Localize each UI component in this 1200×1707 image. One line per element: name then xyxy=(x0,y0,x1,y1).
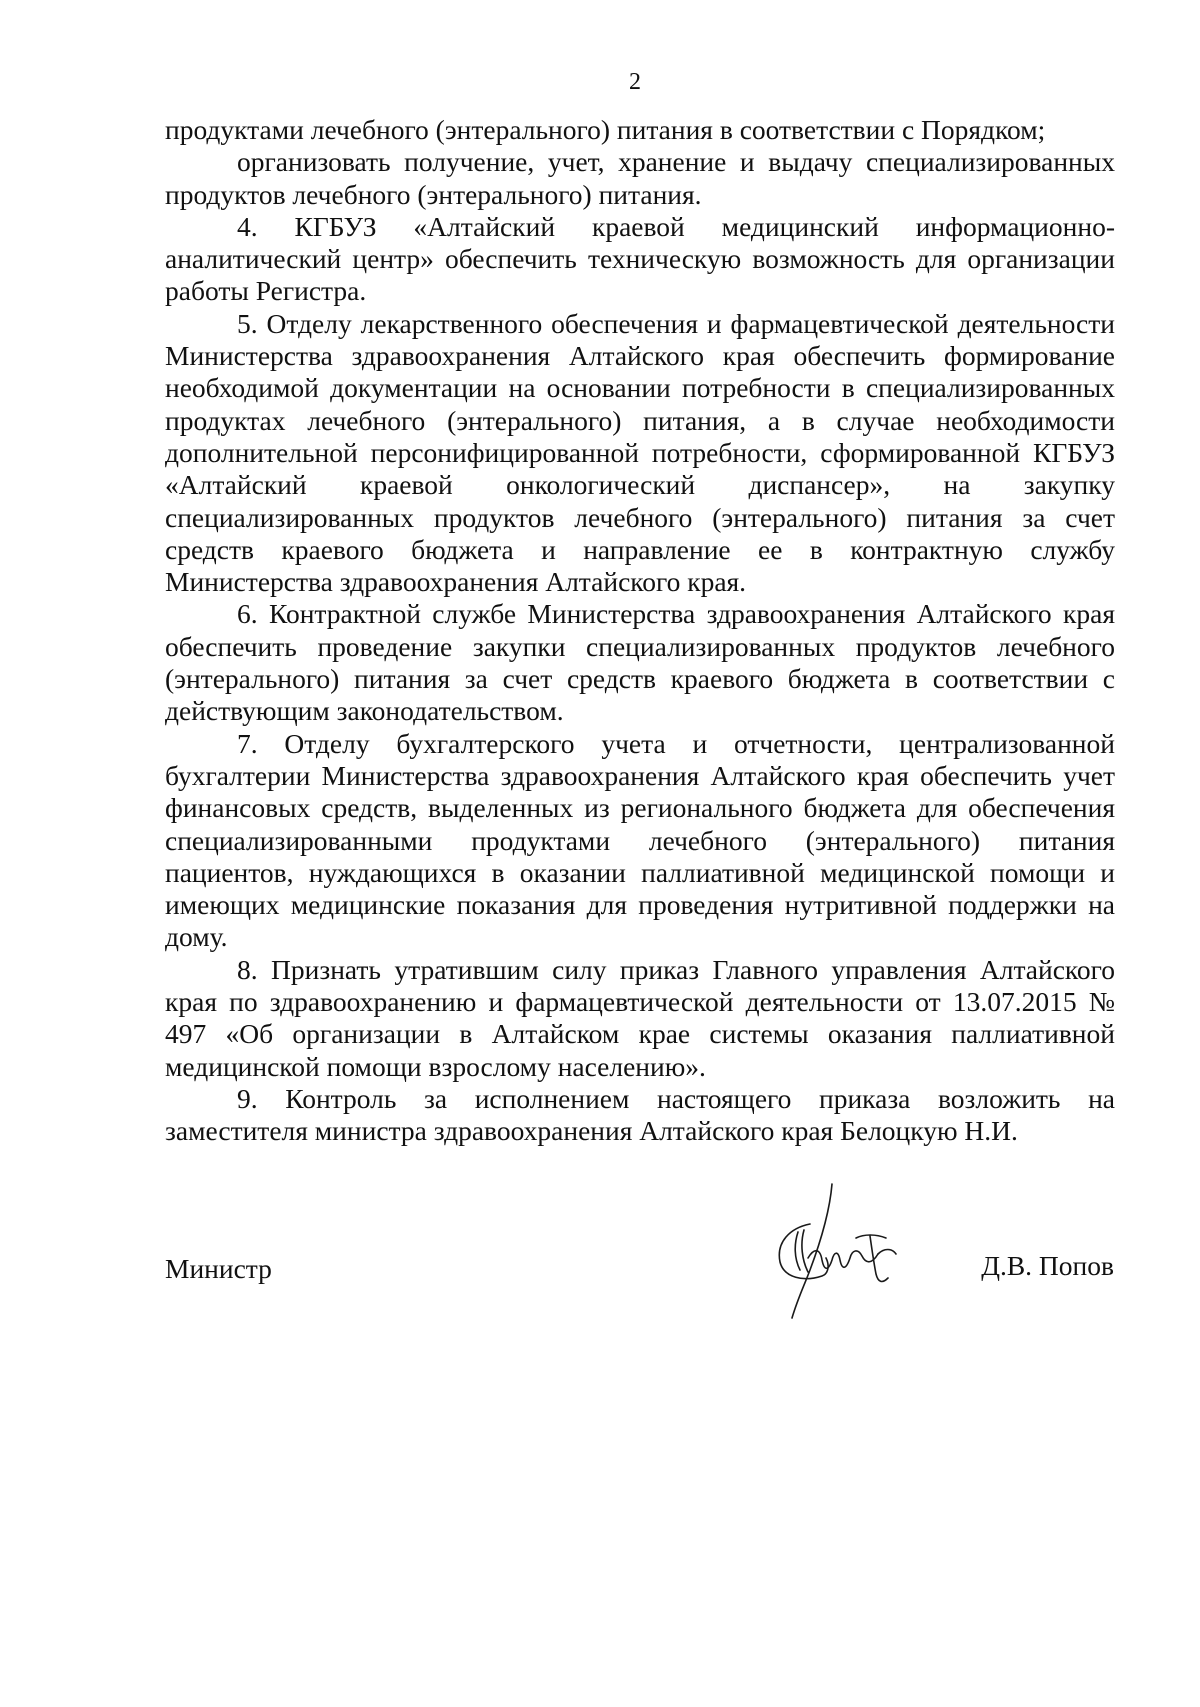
document-body xyxy=(165,114,1115,1148)
paragraph-continuation: продуктами лечебного (энтерального) питания в соответствии с Порядком; xyxy=(165,114,1046,145)
page-number: 2 xyxy=(629,69,641,95)
signatory-name: Д.В. Попов xyxy=(981,1250,1114,1281)
paragraph-item-8: 8. Признать утратившим силу приказ Главного управления Алтайского края по здравоохранению и фармацевтической деятельности от 13.07.2015 № 497 «Об организации в Алтайском крае системы оказания паллиативной медицинской помощи взрослому населению». xyxy=(165,953,1115,1082)
signatory-role: Министр xyxy=(165,1253,272,1284)
paragraph-storage-instruction: организовать получение, учет, хранение и выдачу специализированных продуктов лечебного (энтерального) питания. xyxy=(165,146,1115,210)
paragraph-item-4: 4. КГБУЗ «Алтайский краевой медицинский информационно-аналитический центр» обеспечить техническую возможность для организации работы Регистра. xyxy=(165,210,1115,307)
paragraph-item-6: 6. Контрактной службе Министерства здравоохранения Алтайского края обеспечить проведение закупки специализированных продуктов лечебного (энтерального) питания за счет средств краевого бюджета в соответствии с действующим законодательством. xyxy=(165,598,1115,727)
paragraph-item-7: 7. Отделу бухгалтерского учета и отчетности, централизованной бухгалтерии Министерства здравоохранения Алтайского края обеспечить учет финансовых средств, выделенных из регионального бюджета для обеспечения специализированными продуктами лечебного (энтерального) питания пациентов, нуждающихся в оказании паллиативной медицинской помощи и имеющих медицинские показания для проведения нутритивной поддержки на дому. xyxy=(165,727,1115,953)
paragraph-item-9: 9. Контроль за исполнением настоящего приказа возложить на заместителя министра здравоохранения Алтайского края Белоцкую Н.И. xyxy=(165,1082,1115,1147)
paragraph-item-5: 5. Отделу лекарственного обеспечения и фармацевтической деятельности Министерства здравоохранения Алтайского края обеспечить формирование необходимой документации на основании потребности в специализированных продуктах лечебного (энтерального) питания, а в случае необходимости дополнительной персонифицированной потребности, сформированной КГБУЗ «Алтайский краевой онкологический диспансер», на закупку специализированных продуктов лечебного (энтерального) питания за счет средств краевого бюджета и направление ее в контрактную службу Министерства здравоохранения Алтайского края. xyxy=(165,307,1115,598)
handwritten-signature xyxy=(770,1178,920,1328)
